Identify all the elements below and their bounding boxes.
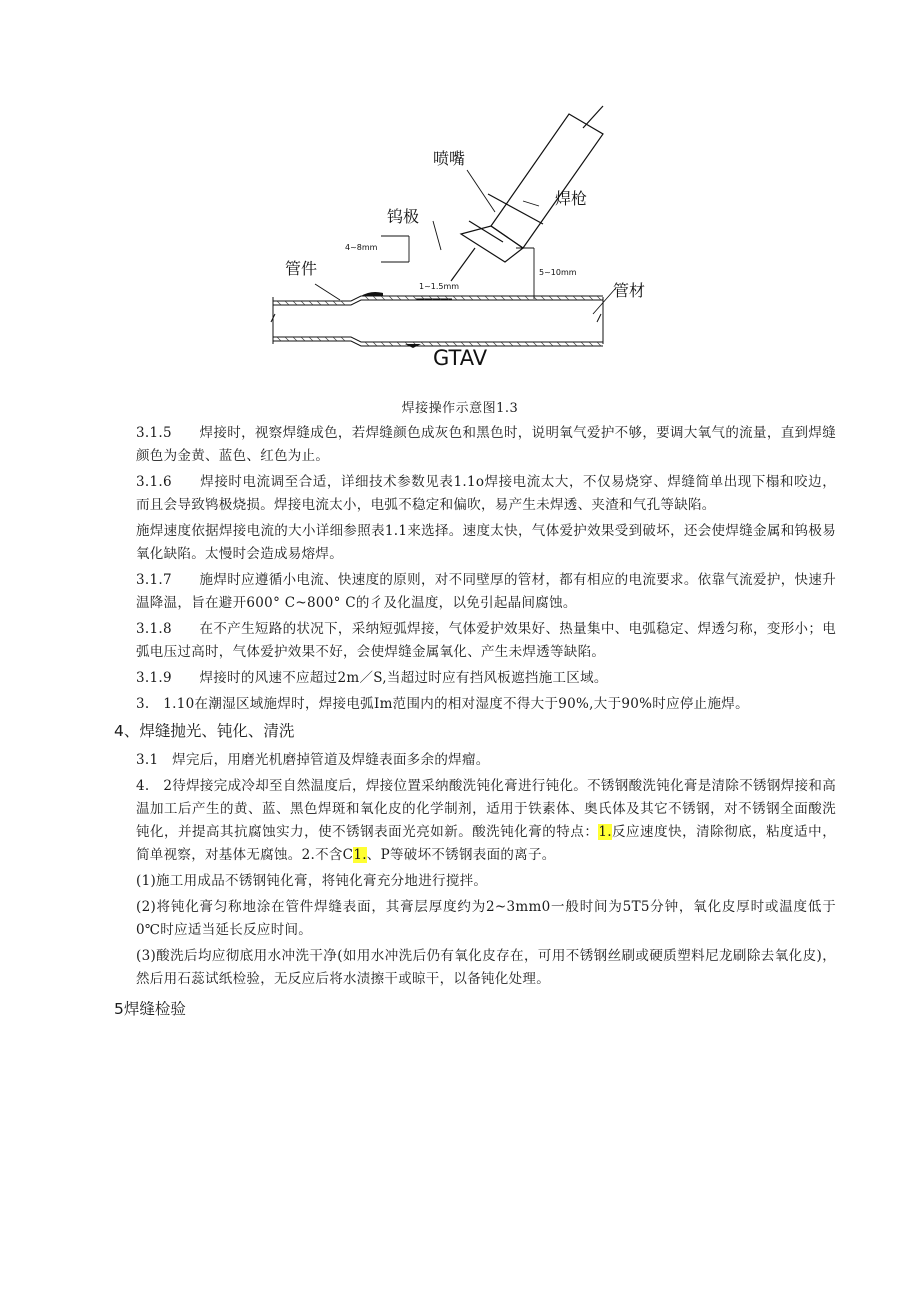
- paragraph-4-2-part-b: 反应速度快，清除彻底，粘度适中，简单视察，对基体无腐蚀。2.不含C: [136, 824, 836, 863]
- paragraph-4-2-part-c: 、P等破坏不锈钢表面的离子。: [366, 847, 556, 863]
- paragraph-4-1: 3.1 焊完后，用磨光机磨掉管道及焊缝表面多余的焊瘤。: [136, 752, 490, 768]
- figure-caption: 焊接操作示意图1.3: [401, 401, 519, 416]
- section-heading-4: 4、焊缝抛光、钝化、清洗: [114, 722, 295, 740]
- paragraph-4-2: [136, 775, 836, 867]
- highlight-2: 1.: [353, 847, 367, 863]
- welding-diagram-drawing: [255, 100, 675, 380]
- step-2: (2)将钝化膏匀称地涂在管件焊缝表面，其膏层厚度约为2~3mm0一般时间为5T5分钟，氧化皮厚时或温度低于0℃时应适当延长反应时间。: [136, 899, 836, 938]
- paragraph-speed: 施焊速度依据焊接电流的大小详细参照表1.1来选择。速度太快，气体爱护效果受到破坏，还会使焊缝金属和钨极易氧化缺陷。太慢时会造成易熔焊。: [136, 523, 836, 562]
- paragraph-3-1-10: 3. 1.10在潮湿区域施焊时，焊接电弧Im范围内的相对湿度不得大于90%,大于90%时应停止施焊。: [136, 696, 749, 712]
- torch-label: 焊枪: [555, 189, 588, 208]
- tungsten-electrode: [451, 248, 475, 281]
- weld-bead: [361, 292, 383, 296]
- torch-body: [491, 114, 603, 248]
- paragraph-3-1-7: 3.1.7 施焊时应遵循小电流、快速度的原则，对不同壁厚的管材，都有相应的电流要求。依靠气流爱护，快速升温降温，旨在避开600° C~800° C的彳及化温度，以免引起晶间腐蚀。: [136, 572, 836, 611]
- paragraph-3-1-8: 3.1.8 在不产生短路的状况下，采纳短弧焊接，气体爱护效果好、热量集中、电弧稳定、焊透匀称，变形小；电弧电压过高时，气体爱护效果不好，会使焊缝金属氧化、产生未焊透等缺陷。: [136, 621, 836, 660]
- welding-diagram: [255, 100, 675, 380]
- step-3: (3)酸洗后均应彻底用水冲洗干净(如用水冲洗后仍有氧化皮存在，可用不锈钢丝刷或硬质塑料尼龙刷除去氧化皮)，然后用石蕊试纸检验，无反应后将水渍擦干或晾干，以备钝化处理。: [136, 948, 836, 987]
- dim-4-8-label: 4~8mm: [345, 243, 378, 252]
- dim-1-15-label: 1~1.5mm: [419, 282, 460, 291]
- dim-5-10-label: 5~10mm: [539, 268, 577, 277]
- body-text: [114, 422, 836, 1027]
- tungsten-label: 钨极: [387, 207, 420, 226]
- paragraph-3-1-5: 3.1.5 焊接时，视察焊缝成色，若焊缝颜色成灰色和黑色时，说明氧气爱护不够，要调大氧气的流量，直到焊缝颜色为金黄、蓝色、红色为止。: [136, 425, 836, 464]
- process-label: GTAV: [433, 346, 488, 370]
- section-heading-5: 5焊缝检验: [114, 1000, 186, 1018]
- pipe-label: 管材: [613, 281, 646, 300]
- paragraph-3-1-9: 3.1.9 焊接时的风速不应超过2m／S,当超过时应有挡风板遮挡施工区域。: [136, 670, 608, 686]
- torch-nozzle: [461, 226, 523, 262]
- nozzle-label: 喷嘴: [433, 149, 466, 168]
- highlight-1: 1.: [598, 824, 612, 840]
- fitting-label: 管件: [285, 259, 318, 278]
- paragraph-4-2-part-a: 4. 2待焊接完成冷却至自然温度后，焊接位置采纳酸洗钝化膏进行钝化。不锈钢酸洗钝化膏是清除不锈钢焊接和高温加工后产生的黄、蓝、黑色焊斑和氧化皮的化学制剂，适用于铁素体、奥氏体及其它不锈钢，对不锈钢全面酸洗钝化，并提高其抗腐蚀实力，使不锈钢表面光亮如新。酸洗钝化膏的特点：: [136, 778, 836, 840]
- step-1: (1)施工用成品不锈钢钝化膏，将钝化膏充分地进行搅拌。: [136, 873, 488, 889]
- paragraph-3-1-6: 3.1.6 焊接时电流调至合适，详细技术参数见表1.1o焊接电流太大，不仅易烧穿、焊缝简单出现下榻和咬边，而且会导致鸨极烧损。焊接电流太小，电弧不稳定和偏吹，易产生未焊透、夹渣和气孔等缺陷。: [136, 474, 836, 513]
